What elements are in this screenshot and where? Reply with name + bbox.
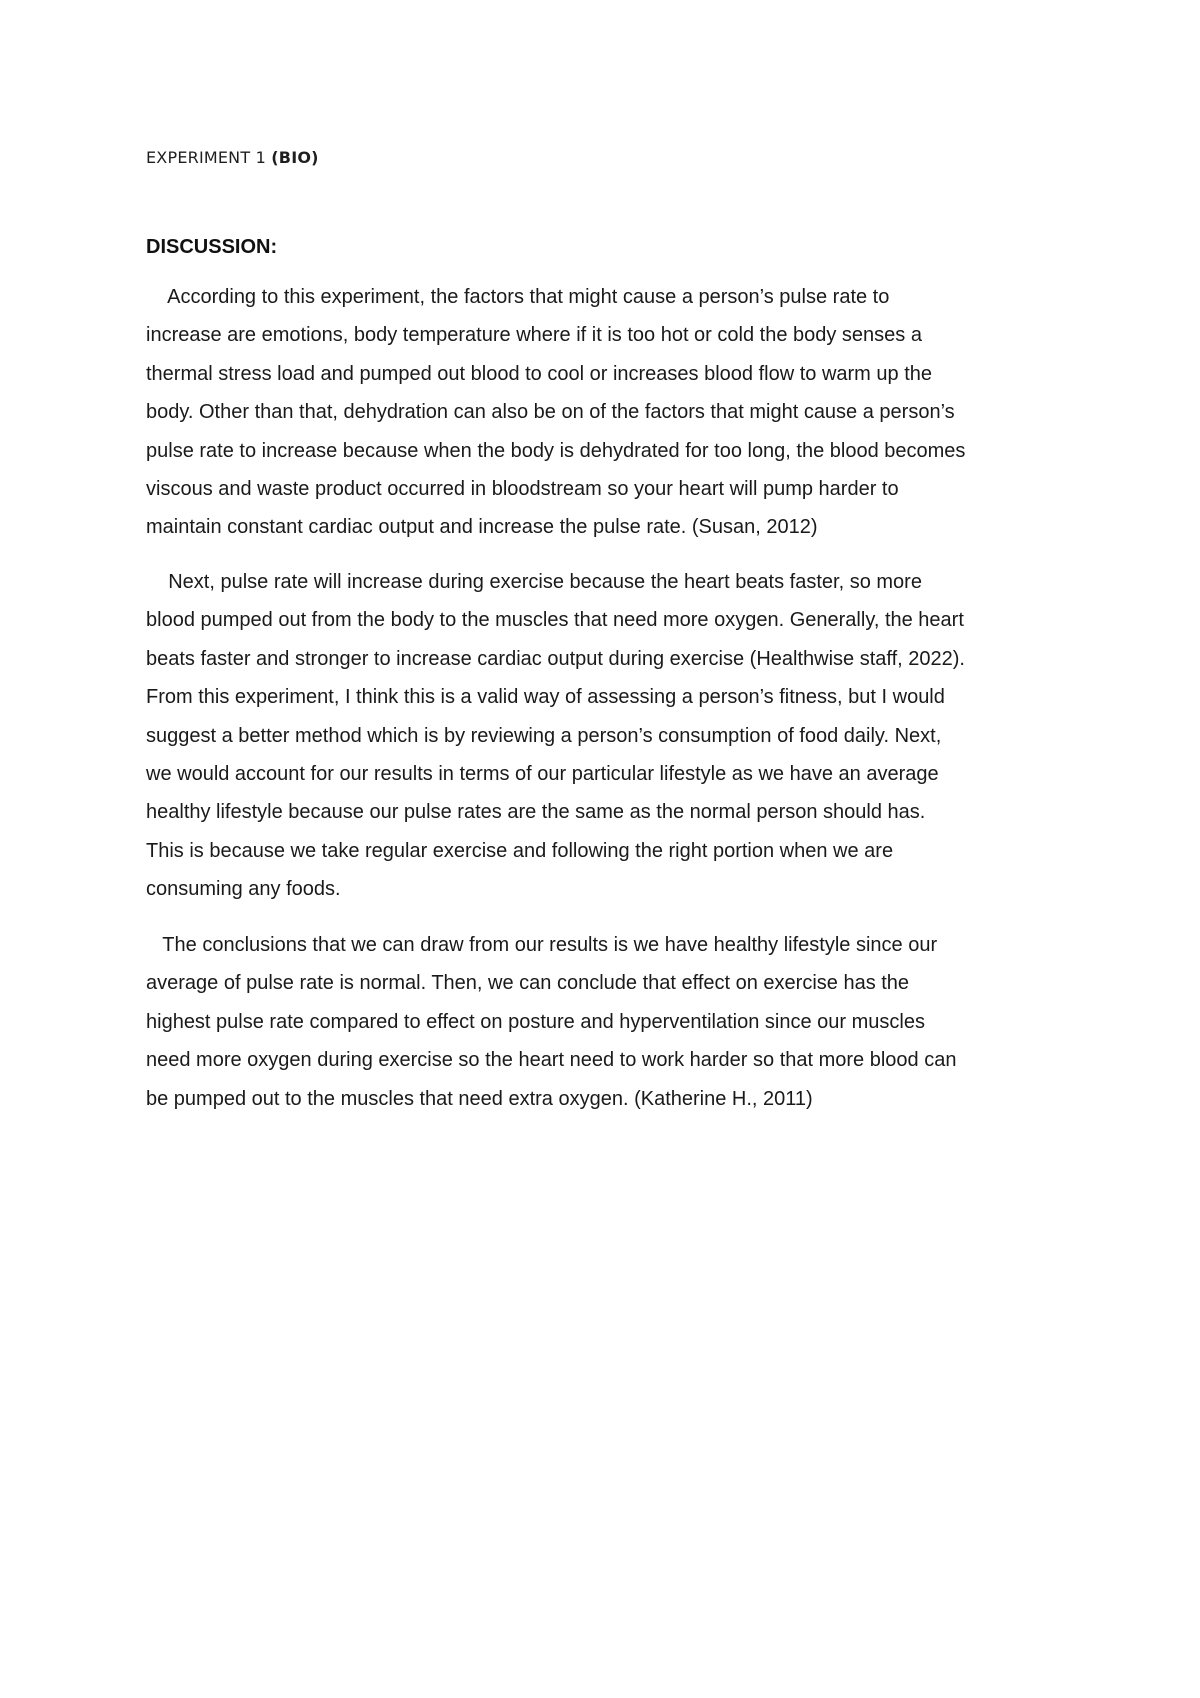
paragraph-line: This is because we take regular exercise and following the right portion when we are — [146, 839, 894, 862]
paragraph-2 — [146, 563, 1076, 909]
header-title: EXPERIMENT 1 — [146, 148, 266, 167]
paragraph-line: highest pulse rate compared to effect on posture and hyperventilation since our muscles — [146, 1010, 925, 1033]
paragraph-line: increase are emotions, body temperature where if it is too hot or cold the body senses a — [146, 324, 922, 347]
paragraph-line: we would account for our results in terms of our particular lifestyle as we have an average — [146, 763, 939, 786]
header-title-subject: (BIO) — [271, 148, 319, 167]
paragraph-line: maintain constant cardiac output and increase the pulse rate. (Susan, 2012) — [146, 516, 818, 539]
paragraph-line: According to this experiment, the factors that might cause a person’s pulse rate to — [146, 286, 890, 308]
paragraph-line: blood pumped out from the body to the muscles that need more oxygen. Generally, the heart — [146, 609, 964, 632]
paragraph-line: pulse rate to increase because when the body is dehydrated for too long, the blood becomes — [146, 439, 966, 462]
paragraph-line: suggest a better method which is by reviewing a person’s consumption of food daily. Next, — [146, 724, 942, 747]
paragraph-line: average of pulse rate is normal. Then, we can conclude that effect on exercise has the — [146, 972, 910, 995]
paragraph-line: The conclusions that we can draw from our results is we have healthy lifestyle since our — [146, 934, 938, 956]
paragraph-line: be pumped out to the muscles that need extra oxygen. (Katherine H., 2011) — [146, 1087, 813, 1110]
paragraph-line: From this experiment, I think this is a valid way of assessing a person’s fitness, but I would — [146, 686, 945, 709]
paragraph-line: body. Other than that, dehydration can also be on of the factors that might cause a person’s — [146, 401, 955, 424]
paragraph-1 — [146, 278, 1076, 547]
paragraph-line: healthy lifestyle because our pulse rates are the same as the normal person should has. — [146, 801, 926, 824]
paragraph-line: beats faster and stronger to increase cardiac output during exercise (Healthwise staff, 2022). — [146, 647, 965, 670]
document-header — [146, 148, 319, 167]
paragraph-line: viscous and waste product occurred in bloodstream so your heart will pump harder to — [146, 478, 899, 501]
paragraph-line: consuming any foods. — [146, 878, 341, 901]
paragraph-3 — [146, 926, 1076, 1118]
paragraph-line: Next, pulse rate will increase during exercise because the heart beats faster, so more — [146, 571, 922, 593]
section-heading: DISCUSSION: — [146, 236, 278, 258]
paragraph-line: thermal stress load and pumped out blood to cool or increases blood flow to warm up the — [146, 362, 932, 385]
paragraph-line: need more oxygen during exercise so the heart need to work harder so that more blood can — [146, 1049, 957, 1072]
